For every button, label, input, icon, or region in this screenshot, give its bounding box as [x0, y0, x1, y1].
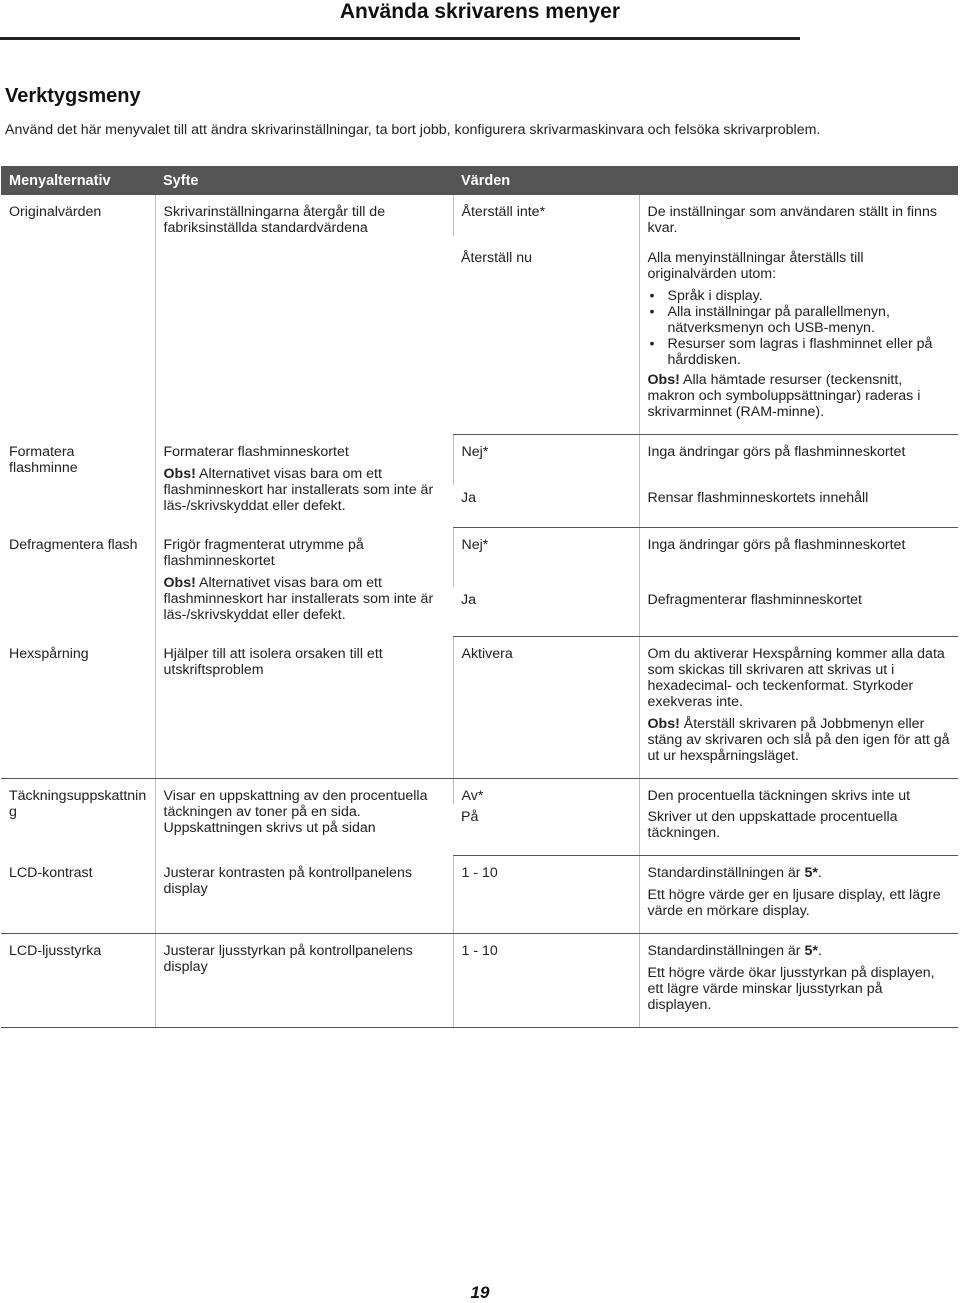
default-setting-text [648, 943, 951, 959]
description-text: Ett högre värde ger en ljusare display, ett lägre värde en mörkare display. [647, 887, 941, 919]
value-description-cell [639, 934, 958, 1028]
default-value: 5* [804, 943, 818, 959]
description-text: Om du aktiverar Hexspårning kommer alla data som skickas till skrivaren att skrivas ut i hexadecimal- och teckenformat. Styrkoder exekveras inte. [647, 646, 945, 710]
purpose-cell: Skrivarinställningarna återgår till de fabriksinställda standardvärdena [155, 195, 453, 435]
purpose-cell: Justerar ljusstyrkan på kontrollpanelens display [155, 934, 453, 1028]
list-item: • Resurser som lagras i flashminnet eller på hårddisken. [668, 336, 951, 368]
value-description-cell: Den procentuella täckningen skrivs inte ut [639, 779, 958, 805]
table-row [1, 435, 958, 485]
default-suffix: . [817, 865, 822, 881]
value-cell: Aktivera [453, 637, 639, 779]
value-description-cell: De inställningar som användaren ställt in finns kvar. [639, 195, 958, 236]
purpose-cell [155, 528, 453, 637]
note [648, 372, 951, 420]
menu-item-cell: Formatera flashminne [9, 443, 78, 476]
menu-table [1, 166, 958, 1028]
menu-item-cell: Täckningsuppskattning [9, 788, 147, 820]
purpose-cell: Visar en uppskattning av den procentuella täckningen av toner på en sida. Uppskattningen skrivs ut på sidan [155, 779, 453, 856]
note-label: Obs! [647, 372, 680, 388]
default-prefix: Standardinställningen är [647, 865, 805, 881]
note-text: Alternativet visas bara om ett flashminneskort har installerats som inte är läs-/skrivskyddat eller defekt. [163, 574, 434, 623]
menu-item-cell: Originalvärden [9, 204, 102, 220]
purpose-cell [155, 435, 453, 528]
header-purpose: Syfte [155, 166, 453, 195]
value-cell: Återställ nu [453, 236, 639, 435]
list-item: • Alla inställningar på parallellmenyn, nätverksmenyn och USB-menyn. [668, 304, 951, 336]
note-label: Obs! [647, 716, 680, 732]
menu-item-cell: Defragmentera flash [9, 536, 138, 553]
value-cell: Återställ inte* [453, 195, 639, 236]
section-intro: Använd det här menyvalet till att ändra skrivarinställningar, ta bort jobb, konfigurera skrivarmaskinvara och felsöka skrivarproblem. [5, 122, 821, 138]
purpose-cell: Justerar kontrasten på kontrollpanelens display [155, 856, 453, 934]
note [164, 575, 445, 623]
value-description-cell: Skriver ut den uppskattade procentuella täckningen. [639, 804, 958, 856]
note-label: Obs! [163, 465, 196, 482]
note-label: Obs! [163, 574, 196, 591]
value-description-cell: Inga ändringar görs på flashminneskortet [639, 435, 958, 485]
table-row [1, 528, 958, 587]
default-prefix: Standardinställningen är [647, 943, 805, 959]
value-description-cell [639, 637, 958, 779]
table-row [1, 934, 958, 1028]
value-cell: På [453, 804, 639, 856]
value-description-cell: Rensar flashminneskortets innehåll [639, 485, 958, 528]
menu-item-cell: LCD-ljusstyrka [1, 934, 155, 1028]
description-text: Ett högre värde ökar ljusstyrkan på displayen, ett lägre värde minskar ljusstyrkan på displayen. [647, 965, 935, 1013]
value-cell: Av* [453, 779, 639, 805]
value-cell: Ja [453, 485, 639, 528]
page-title: Använda skrivarens menyer [339, 0, 620, 23]
note-text: Återställ skrivaren på Jobbmenyn eller stäng av skrivaren och slå på den igen för att gå ut ur hexspårningsläget. [647, 716, 950, 764]
note [164, 466, 445, 514]
header-menu-item: Menyalternativ [1, 166, 155, 195]
list-item: • Språk i display. [668, 288, 951, 304]
value-cell: 1 - 10 [453, 856, 639, 934]
header-values: Värden [453, 166, 958, 195]
value-description-cell: Inga ändringar görs på flashminneskortet [639, 528, 958, 587]
default-suffix: . [817, 943, 822, 959]
table-row [1, 856, 958, 934]
exception-list [648, 288, 951, 368]
section-title: Verktygsmeny [5, 85, 141, 107]
table-header-row [1, 166, 958, 195]
table-row [1, 195, 958, 236]
purpose-text: Formaterar flashminneskortet [163, 443, 349, 460]
menu-item-cell: Hexspårning [1, 637, 155, 779]
value-cell: Nej* [453, 528, 639, 587]
table-row [1, 637, 958, 779]
purpose-text: Frigör fragmenterat utrymme på flashminneskortet [163, 536, 364, 569]
note [648, 716, 951, 764]
page-number: 19 [470, 1283, 490, 1302]
table-row [1, 779, 958, 805]
note-text: Alla hämtade resurser (teckensnitt, makron och symboluppsättningar) raderas i skrivarminnet (RAM-minne). [647, 372, 921, 420]
value-cell: 1 - 10 [453, 934, 639, 1028]
default-setting-text [648, 865, 951, 881]
value-description-cell [639, 856, 958, 934]
purpose-cell: Hjälper till att isolera orsaken till ett utskriftsproblem [155, 637, 453, 779]
value-description-cell: Defragmenterar flashminneskortet [639, 587, 958, 637]
page-header [0, 0, 800, 40]
menu-item-cell: LCD-kontrast [1, 856, 155, 934]
value-description-cell [639, 236, 958, 435]
value-cell: Nej* [453, 435, 639, 485]
note-text: Alternativet visas bara om ett flashminneskort har installerats som inte är läs-/skrivskyddat eller defekt. [163, 465, 434, 514]
description-text: Alla menyinställningar återställs till originalvärden utom: [647, 250, 864, 282]
value-cell: Ja [453, 587, 639, 637]
default-value: 5* [804, 865, 818, 881]
